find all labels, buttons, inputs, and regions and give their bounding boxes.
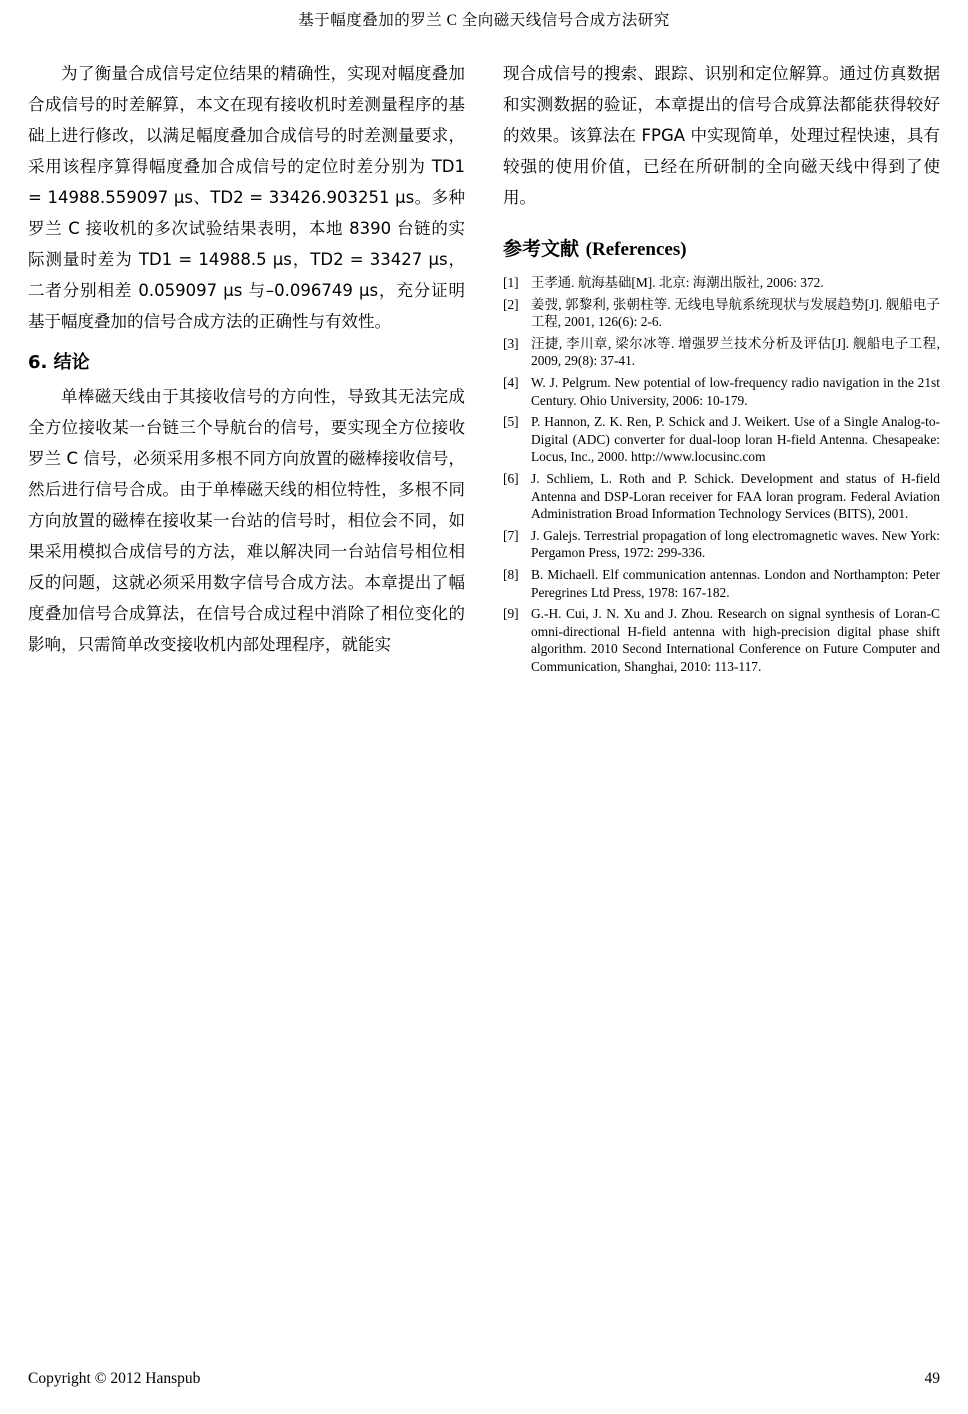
reference-text: P. Hannon, Z. K. Ren, P. Schick and J. Weikert. Use of a Single Analog-to-Digital (ADC) converter for dual-loop loran H-field Antenna. Chesapeake: Locus, Inc., 2000. http://www.locusinc.com [531,414,940,465]
reference-item [503,470,940,523]
reference-text: G.-H. Cui, J. N. Xu and J. Zhou. Research on signal synthesis of Loran-C omni-directional H-field antenna with high-precision digital phase shift algorithm. 2010 Second International Conference on Future Computer and Communication, Shanghai, 2010: 113-117. [531,606,940,674]
reference-text: 姜弢, 郭黎利, 张朝柱等. 无线电导航系统现状与发展趋势[J]. 舰船电子工程, 2001, 126(6): 2-6. [531,296,940,330]
paragraph: 单棒磁天线由于其接收信号的方向性，导致其无法完成全方位接收某一台链三个导航台的信号，要实现全方位接收罗兰 C 信号，必须采用多根不同方向放置的磁棒接收信号，然后进行信号合成。由于单棒磁天线的相位特性，多根不同方向放置的磁棒在接收某一台站的信号时，相位会不同，如果采用模拟合成信号的方法，难以解决同一台站信号相位相反的问题，这就必须采用数字信号合成方法。本章提出了幅度叠加信号合成算法，在信号合成过程中消除了相位变化的影响，只需简单改变接收机内部处理程序，就能实 [28,387,465,654]
references-heading-cn: 参考文献 [503,238,580,260]
reference-number: [1] [503,275,519,290]
reference-item [503,274,940,292]
reference-item [503,413,940,466]
reference-text: J. Schliem, L. Roth and P. Schick. Development and status of H-field Antenna and DSP-Loran receiver for FAA loran program. Federal Aviation Administration Broad Information Technology Services (BITS), 2001. [531,470,940,522]
paragraph: 现合成信号的搜索、跟踪、识别和定位解算。通过仿真数据和实测数据的验证，本章提出的信号合成算法都能获得较好的效果。该算法在 FPGA 中实现简单，处理过程快速，具有较强的使用价值，已经在所研制的全向磁天线中得到了使用。 [503,64,940,207]
right-column [503,58,940,679]
references-heading-en: (References) [585,239,687,260]
references-list [503,274,940,675]
reference-number: [3] [503,335,519,351]
paragraph: 为了衡量合成信号定位结果的精确性，实现对幅度叠加合成信号的时差解算，本文在现有接收机时差测量程序的基础上进行修改，以满足幅度叠加合成信号的时差测量要求，采用该程序算得幅度叠加合成信号的定位时差分别为 TD1 = 14988.559097 µs、TD2 = 33426.903251 µs。多种罗兰 C 接收机的多次试验结果表明，本地 8390 台链的实际测量时差为 TD1 = 14988.5 µs，TD2 = 33427 µs，二者分别相差 0.059097 µs 与–0.096749 µs，充分证明基于幅度叠加的信号合成方法的正确性与有效性。 [28,64,465,331]
reference-number: [7] [503,527,519,543]
reference-number: [8] [503,566,519,582]
reference-number: [4] [503,374,519,390]
reference-item [503,296,940,331]
reference-text: W. J. Pelgrum. New potential of low-frequency radio navigation in the 21st Century. Ohio University, 2006: 10-179. [531,374,940,408]
reference-item [503,605,940,675]
section-heading-conclusion: 6. 结论 [28,352,90,373]
page-footer [28,1370,940,1388]
reference-number: [9] [503,606,519,622]
reference-text: B. Michaell. Elf communication antennas. London and Northampton: Peter Peregrines Ltd Press, 1978: 167-182. [531,566,940,600]
two-column-body [28,58,940,679]
left-column [28,58,465,679]
reference-item [503,335,940,370]
running-head: 基于幅度叠加的罗兰 C 全向磁天线信号合成方法研究 [298,12,670,29]
page-number: 49 [924,1370,940,1387]
reference-item [503,566,940,601]
reference-text: 汪捷, 李川章, 梁尔冰等. 增强罗兰技术分析及评估[J]. 舰船电子工程, 2009, 29(8): 37-41. [531,335,940,369]
reference-item [503,374,940,409]
reference-item [503,527,940,562]
reference-text: 王孝通. 航海基础[M]. 北京: 海潮出版社, 2006: 372. [531,275,824,290]
references-heading [503,235,940,264]
reference-number: [5] [503,414,519,430]
reference-number: [6] [503,470,519,486]
copyright-text: Copyright © 2012 Hanspub [28,1370,201,1387]
reference-text: J. Galejs. Terrestrial propagation of long electromagnetic waves. New York: Pergamon Press, 1972: 299-336. [531,527,940,561]
reference-number: [2] [503,296,519,312]
